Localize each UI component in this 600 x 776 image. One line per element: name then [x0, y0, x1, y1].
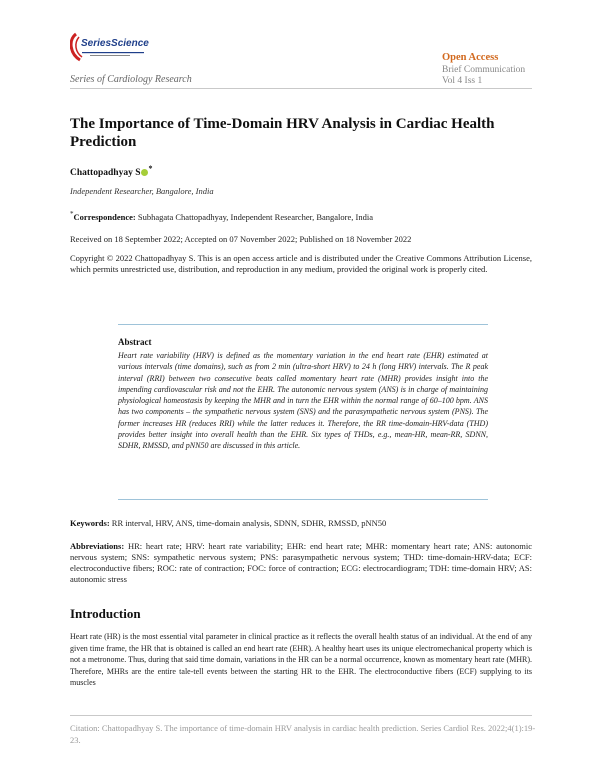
journal-logo	[70, 30, 150, 64]
abstract-top-rule	[118, 324, 488, 325]
correspondence-mark: *	[70, 210, 74, 218]
article-title: The Importance of Time-Domain HRV Analysis in Cardiac Health Prediction	[70, 116, 495, 150]
abstract-heading: Abstract	[118, 337, 152, 347]
citation-footer: Citation: Chattopadhyay S. The importance of time-domain HRV analysis in cardiac health prediction. Series Cardiol Res. 2022;4(1):19-23.	[70, 723, 536, 745]
correspondence-label: Correspondence:	[73, 211, 136, 222]
author-mark: *	[148, 164, 153, 173]
correspondence	[70, 210, 373, 222]
footer-divider	[70, 715, 532, 716]
introduction-text: Heart rate (HR) is the most essential vital parameter in clinical practice as it reflects the overall health status of an individual. At the end of any given time frame, the HR that is obtained is called an end heart rate (EHR). A healthy heart uses its unique electromechanical property which is not a metronome. Thus, during that said time domain, variations in the HR can be a normal occurrence, known as momentary heart rate (MHR). Therefore, MHRs are the entire tale-tell events between the starting HR to the EHR. The electroconductive fibers (ECF) supplying to its muscles	[70, 632, 532, 688]
keywords-text: RR interval, HRV, ANS, time-domain analysis, SDNN, SDHR, RMSSD, pNN50	[109, 518, 387, 528]
keywords-label: Keywords:	[70, 518, 110, 528]
volume-issue: Vol 4 Iss 1	[442, 76, 483, 86]
article-type: Brief Communication	[442, 65, 526, 75]
header-divider	[70, 88, 532, 89]
abbreviations	[70, 541, 532, 585]
author-name: Chattopadhyay S	[70, 168, 141, 179]
abbreviations-label: Abbreviations:	[70, 541, 125, 551]
abstract-text: Heart rate variability (HRV) is defined as the momentary variation in the end heart rate (EHR) estimated at various intervals (time domains), such as from 2 min (ultra-short HRV) to 24 h (long HRV) intervals. The R peak interval (RRI) between two consecutive beats called momentary heart rate (MHR) provides insight into the impending cardiovascular risk and not the EHR. The autonomic nervous system (ANS) is in charge of maintaining physiological homeostasis by keeping the MHR and in turn the EHR within the normal range of 60–100 bpm. ANS has two components – the sympathetic nervous system (SNS) and the parasympathetic nervous system (PNS). The former increases HR (reduces RRI) while the latter reduces it. Therefore, the RR time-domain-HRV-data (THD) provides better insight into overall health than the EHR. Six types of THDs, e.g., mean-HR, mean-RR, SDNN, SDHR, RMSSD, and pNN50 are discussed in this article.	[118, 351, 488, 451]
affiliation: Independent Researcher, Bangalore, India	[70, 186, 214, 196]
open-access-label: Open Access	[442, 52, 499, 63]
introduction-heading: Introduction	[70, 606, 141, 621]
journal-name: Series of Cardiology Research	[70, 74, 192, 85]
article-dates: Received on 18 September 2022; Accepted on 07 November 2022; Published on 18 November 2022	[70, 234, 412, 244]
abstract-bottom-rule	[118, 499, 488, 500]
abbreviations-text: HR: heart rate; HRV: heart rate variability; EHR: end heart rate; MHR: momentary heart rate; ANS: autonomic nervous system; SNS: sympathetic nervous system; PNS: parasympathetic nervous system; THD: time-domain-HRV-data; ECF: electroconductive fibers; ROC: rate of contraction; FOC: force of contraction; ECG: electrocardiogram; TDH: time-domain HRV; AS: autonomic stress	[70, 541, 532, 584]
keywords	[70, 518, 532, 528]
author-line	[70, 164, 152, 178]
logo-text: SeriesScience	[81, 38, 149, 49]
copyright-notice: Copyright © 2022 Chattopadhyay S. This is an open access article and is distributed under the Creative Commons Attribution License, which permits unrestricted use, distribution, and reproduction in any medium, provided the original work is properly cited.	[70, 253, 532, 274]
correspondence-text: Subhagata Chattopadhyay, Independent Researcher, Bangalore, India	[135, 211, 373, 222]
